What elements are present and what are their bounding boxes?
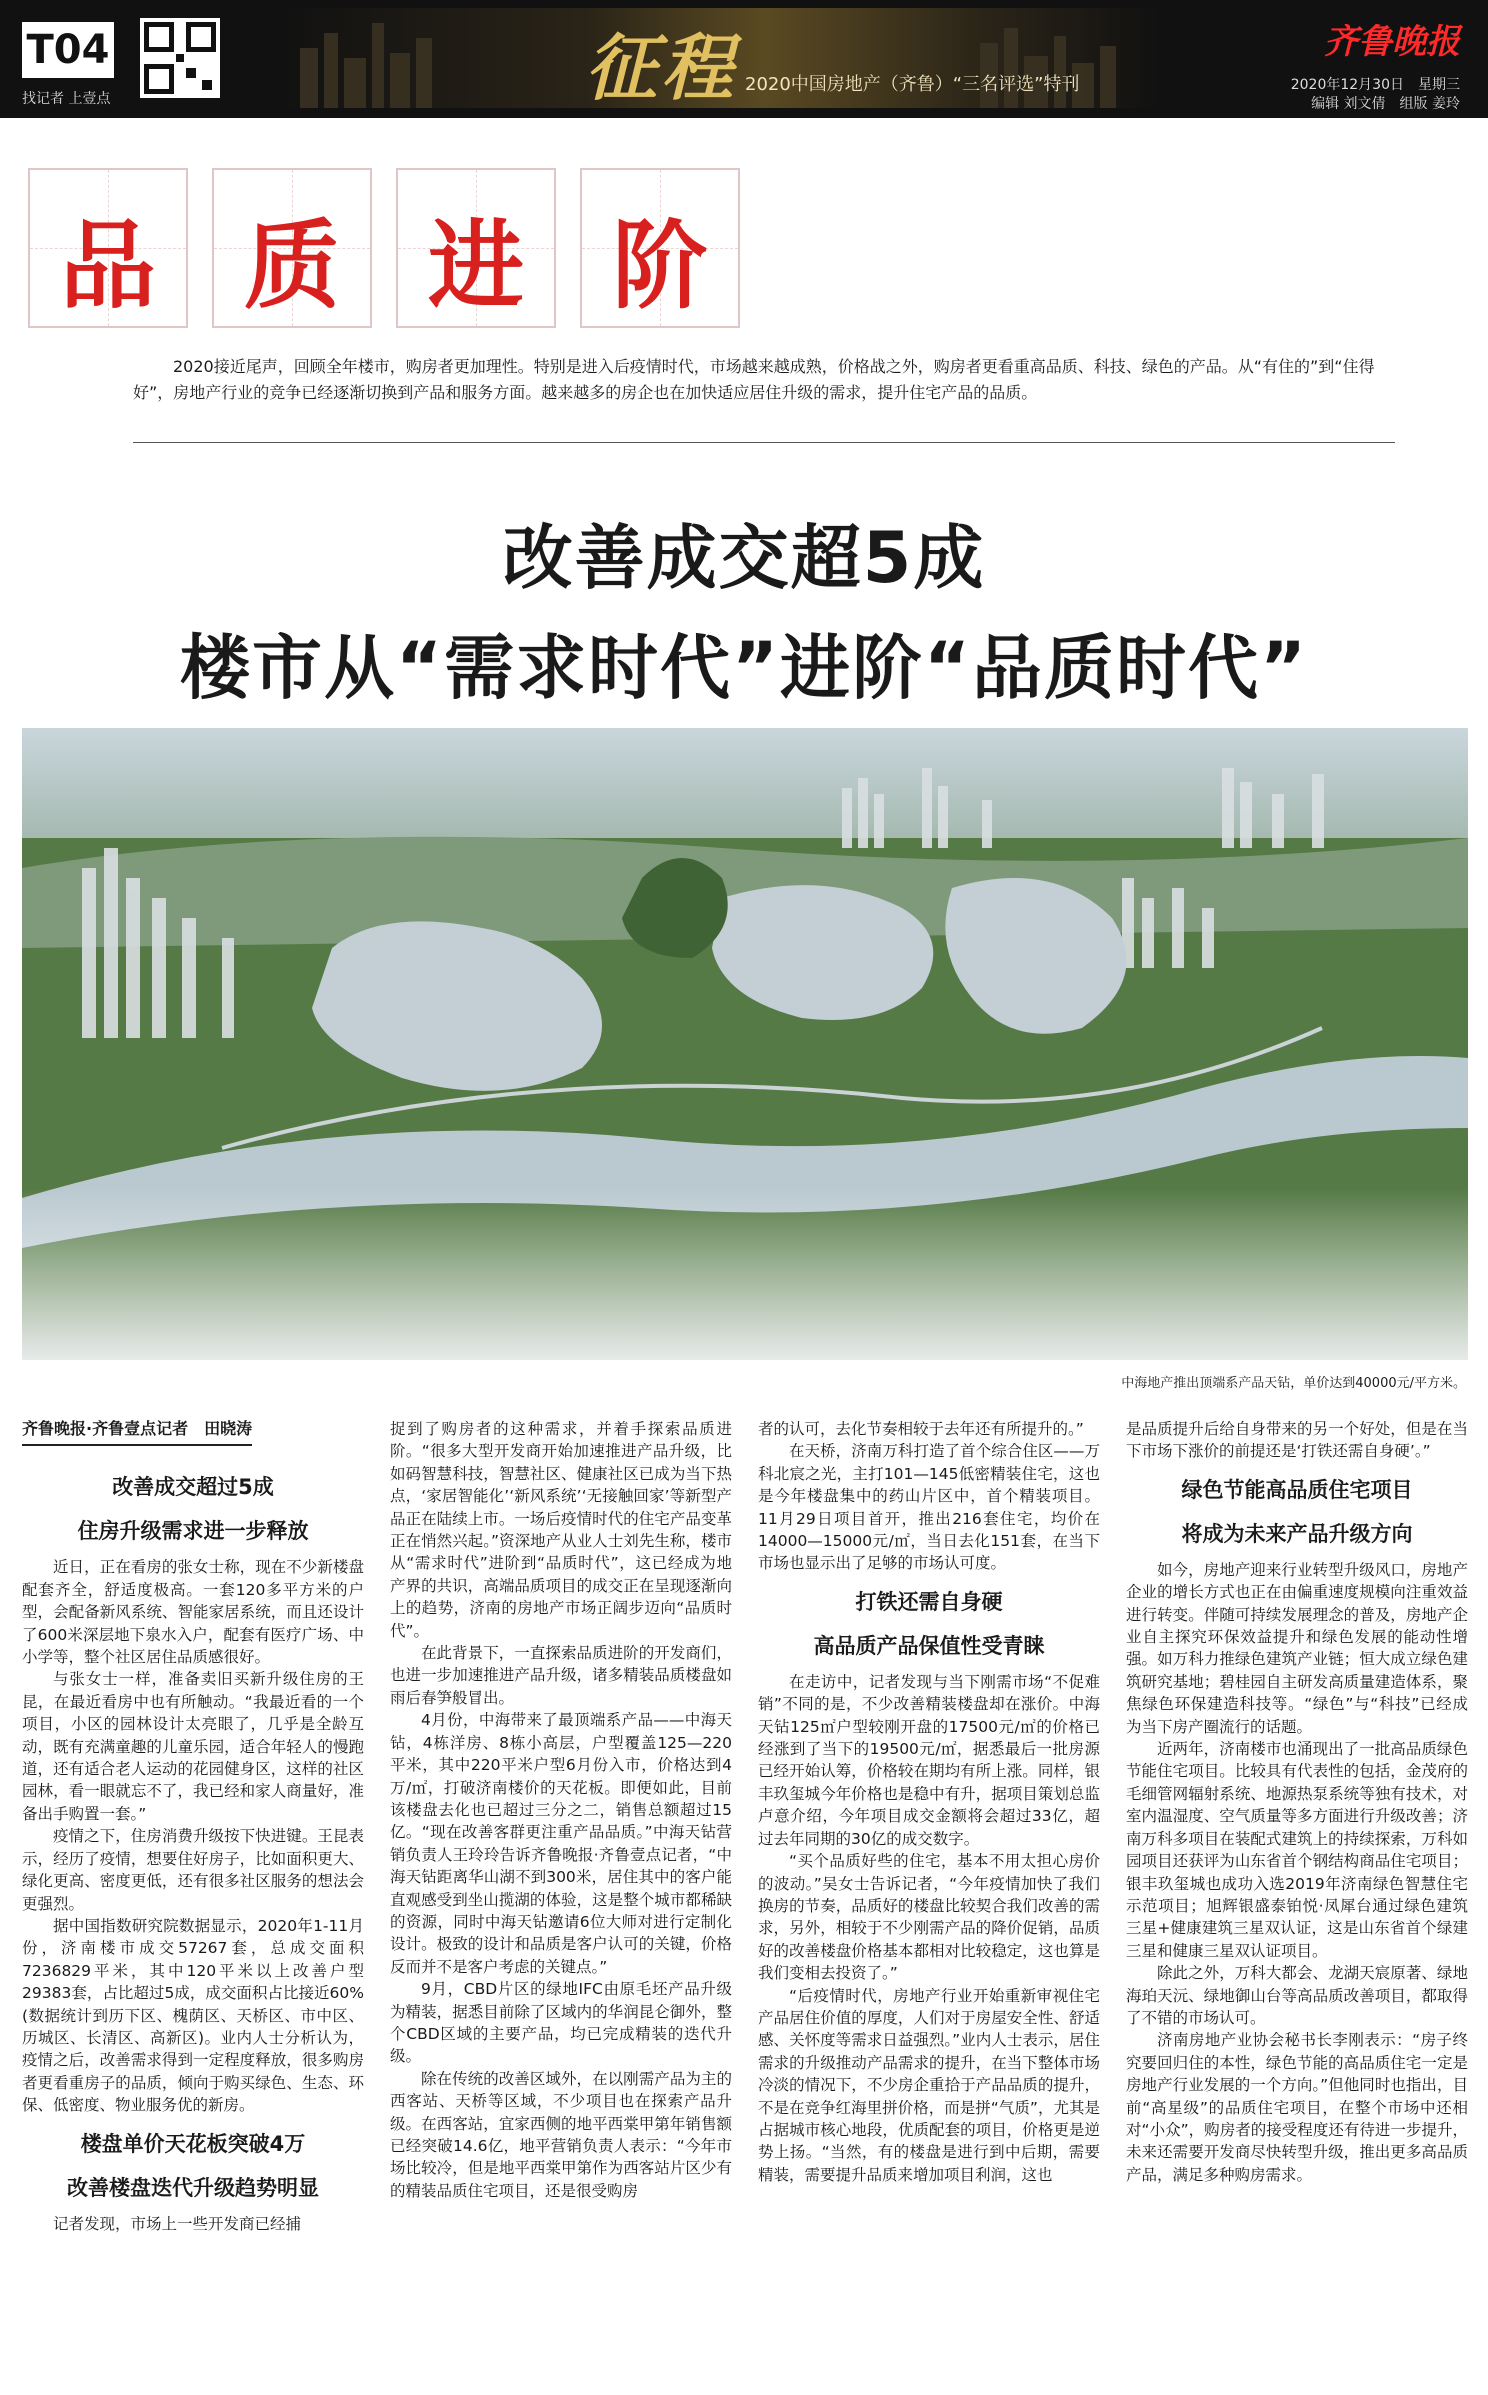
masthead-byline: 找记者 上壹点: [22, 91, 111, 107]
masthead: [0, 0, 1488, 118]
article-column-1: [22, 1418, 364, 2378]
section-char-box: [580, 168, 740, 328]
photo-caption: 中海地产推出顶端系产品天钻，单价达到40000元/平方米。: [1121, 1376, 1466, 1391]
paragraph: 除在传统的改善区域外，在以刚需产品为主的西客站、天桥等区域，不少项目也在探索产品升级。在西客站，宜家西侧的地平西棠甲第年销售额已经突破14.6亿，地平营销负责人表示：“今年市场比较冷，但是地平西棠甲第作为西客站片区少有的精装品质住宅项目，还是很受购房: [390, 2069, 732, 2200]
aerial-rendering-photo: [22, 728, 1468, 1360]
subheading: 楼盘单价天花板突破4万: [80, 2131, 306, 2156]
page-number: T04: [22, 22, 114, 78]
paragraph: 近两年，济南楼市也涌现出了一批高品质绿色节能住宅项目。比较具有代表性的包括，金茂府的毛细管网辐射系统、地源热泵系统等独有技术，对室内温湿度、空气质量等多方面进行升级改善；济南万科多项目在装配式建筑上的持续探索，万科如园项目还获评为山东省首个钢结构商品住宅项目；银丰玖玺城也成功入选2019年济南绿色智慧住宅示范项目；旭辉银盛泰铂悦·凤犀台通过绿色建筑三星+健康建筑三星双认证，这是山东省首个绿建三星和健康三星双认证项目。: [1126, 1740, 1468, 1960]
paragraph: 9月，CBD片区的绿地IFC由原毛坯产品升级为精装，据悉目前除了区域内的华润昆仑御外，整个CBD区域的主要产品，均已完成精装的迭代升级。: [390, 1980, 732, 2066]
section-title: [28, 168, 740, 328]
subheading: 高品质产品保值性受青睐: [813, 1633, 1045, 1658]
paragraph: 捉到了购房者的这种需求，并着手探索品质进阶。“很多大型开发商开始加速推进产品升级，比如码智慧科技，智慧社区、健康社区已成为当下热点，‘家居智能化’‘新风系统’‘无接触回家’等新型产品正在陆续上市。一场后疫情时代的住宅产品变革正在悄然兴起。”资深地产从业人士刘先生称，楼市从“需求时代”进阶到“品质时代”，这已经成为地产界的共识，高端品质项目的成交正在呈现逐渐向上的趋势，济南的房地产市场正阔步迈向“品质时代”。: [390, 1420, 732, 1640]
section-char: 品: [60, 209, 156, 322]
paragraph: 除此之外，万科大都会、龙湖天宸原著、绿地海珀天沅、绿地御山台等高品质改善项目，都取得了不错的市场认可。: [1126, 1964, 1468, 2027]
qr-code-icon: [140, 18, 220, 98]
paragraph: 在天桥，济南万科打造了首个综合住区——万科北宸之光，主打101—145低密精装住宅，这也是今年楼盘集中的药山片区中，首个精装项目。11月29日项目首开，推出216套住宅，均价在14000—15000元/㎡，当日去化151套，在当下市场也显示出了足够的市场认可度。: [758, 1442, 1100, 1573]
article-column-2: [390, 1418, 732, 2378]
section-char: 质: [244, 209, 340, 322]
paragraph: 是品质提升后给自身带来的另一个好处，但是在当下市场下涨价的前提还是‘打铁还需自身硬’。”: [1126, 1420, 1468, 1461]
subheading: 绿色节能高品质住宅项目: [1181, 1477, 1413, 1502]
section-char: 阶: [612, 209, 708, 322]
special-issue-title: 2020中国房地产（齐鲁）“三名评选”特刊: [745, 74, 1080, 95]
date-line: 2020年12月30日 星期三: [1290, 77, 1460, 93]
paragraph: “后疫情时代，房地产行业开始重新审视住宅产品居住价值的厚度，人们对于房屋安全性、舒适感、关怀度等需求日益强烈。”业内人士表示，居住需求的升级推动产品需求的提升，在当下整体市场冷淡的情况下，不少房企重拾于产品品质的提升，不是在竞争红海里拼价格，而是拼“气质”，尤其是占据城市核心地段，优质配套的项目，价格更是逆势上扬。“当然，有的楼盘是进行到中后期，需要精装，需要提升品质来增加项目利润，这也: [758, 1986, 1100, 2184]
subheading: 打铁还需自身硬: [855, 1589, 1003, 1614]
paragraph: 近日，正在看房的张女士称，现在不少新楼盘配套齐全，舒适度极高。一套120多平方米的户型，会配备新风系统、智能家居系统，而且还设计了600米深层地下泉水入户，配套有医疗广场、中小学等，整个社区居住品质感很好。: [22, 1558, 364, 1667]
paragraph: 据中国指数研究院数据显示，2020年1-11月份，济南楼市成交57267套，总成交面积7236829平米，其中120平米以上改善户型29383套，占比超过5成，成交面积占比接近60%(数据统计到历下区、槐荫区、天桥区、市中区、历城区、长清区、高新区)。业内人士分析认为，疫情之后，改善需求得到一定程度释放，很多购房者更看重房子的品质，倾向于购买绿色、生态、环保、低密度、物业服务优的新房。: [22, 1916, 364, 2115]
subheading: 将成为未来产品升级方向: [1181, 1521, 1413, 1546]
paragraph: 与张女士一样，准备卖旧买新升级住房的王昆，在最近看房中也有所触动。“我最近看的一个项目，小区的园林设计太亮眼了，几乎是全龄互动，既有充满童趣的儿童乐园，适合年轻人的慢跑道，还有适合老人运动的花园健身区，这样的社区园林，看一眼就忘不了，我已经和家人商量好，准备出手购置一套。”: [22, 1670, 364, 1823]
paragraph: 者的认可，去化节奏相较于去年还有所提升的。”: [758, 1420, 1084, 1438]
paragraph: 在走访中，记者发现与当下刚需市场“不促难销”不同的是，不少改善精装楼盘却在涨价。中海天钻125㎡户型较刚开盘的17500元/㎡的价格已经涨到了当下的19500元/㎡，据悉最后一批房源已经开始认筹，价格较在期均有所上涨。同样，银丰玖玺城今年价格也是稳中有升，据项目策划总监卢意介绍，今年项目成交金额将会超过33亿，超过去年同期的30亿的成交数字。: [758, 1672, 1100, 1848]
brush-title: 征程: [585, 25, 738, 110]
article-columns: [22, 1418, 1468, 2378]
paragraph: 4月份，中海带来了最顶端系产品——中海天钻，4栋洋房、8栋小高层，户型覆盖125—220平米，其中220平米户型6月份入市，价格达到4万/㎡，打破济南楼价的天花板。即便如此，目前该楼盘去化也已超过三分之二，销售总额超过15亿。“现在改善客群更注重产品品质。”中海天钻营销负责人王玲玲告诉齐鲁晚报·齐鲁壹点记者，“中海天钻距离华山湖不到300米，居住其中的客户能直观感受到坐山揽湖的体验，这是整个城市都稀缺的资源，同时中海天钻邀请6位大师对进行定制化设计。极致的设计和品质是客户认可的关键，价格反而并不是客户考虑的关键点。”: [390, 1711, 732, 1976]
headline-line2: 楼市从“需求时代”进阶“品质时代”: [179, 627, 1309, 709]
headline-line1: 改善成交超5成: [502, 517, 986, 599]
paragraph: 疫情之下，住房消费升级按下快进键。王昆表示，经历了疫情，想要住好房子，比如面积更大、绿化更高、密度更低，还有很多社区服务的想法会更强烈。: [22, 1827, 364, 1913]
aerial-landscape-illustration: [22, 728, 1468, 1360]
paragraph: “买个品质好些的住宅，基本不用太担心房价的波动。”吴女士告诉记者，“今年疫情加快了我们换房的节奏，品质好的楼盘比较契合我们改善的需求，另外，相较于不少刚需产品的降价促销，品质好的改善楼盘价格基本都相对比较稳定，这也算是我们变相去投资了。”: [758, 1852, 1100, 1983]
subheading: 住房升级需求进一步释放: [77, 1519, 309, 1544]
divider: [133, 442, 1395, 443]
subheading: 改善楼盘迭代升级趋势明显: [67, 2175, 319, 2200]
paragraph: 在此背景下，一直探索品质进阶的开发商们，也进一步加速推进产品升级，诸多精装品质楼盘如雨后春笋般冒出。: [390, 1644, 732, 1707]
section-char-box: [28, 168, 188, 328]
paragraph: 记者发现，市场上一些开发商已经捕: [53, 2214, 302, 2233]
paragraph: 济南房地产业协会秘书长李刚表示：“房子终究要回归住的本性，绿色节能的高品质住宅一定是房地产行业发展的一个方向。”但他同时也指出，目前“高星级”的品质住宅项目，在整个市场中还相对“小众”，购房者的接受程度还有待进一步提升，未来还需要开发商尽快转型升级，推出更多高品质产品，满足多种购房需求。: [1126, 2031, 1468, 2184]
article-author: 齐鲁晚报·齐鲁壹点记者 田晓涛: [22, 1418, 252, 1446]
section-char-box: [396, 168, 556, 328]
intro-paragraph: 2020接近尾声，回顾全年楼市，购房者更加理性。特别是进入后疫情时代，市场越来越成熟，价格战之外，购房者更看重高品质、科技、绿色的产品。从“有住的”到“住得好”，房地产行业的竞争已经逐渐切换到产品和服务方面。越来越多的房企也在加快适应居住升级的需求，提升住宅产品的品质。: [133, 357, 1375, 402]
section-char: 进: [428, 209, 524, 322]
article-column-4: [1126, 1418, 1468, 2378]
editor-line: 编辑 刘文倩 组版 姜玲: [1311, 96, 1460, 112]
paragraph: 如今，房地产迎来行业转型升级风口，房地产企业的增长方式也正在由偏重速度规模向注重效益进行转变。伴随可持续发展理念的普及，房地产企业自主探究环保效益提升和绿色发展的能动性增强。如万科力推绿色建筑产业链；恒大成立绿色建筑研究基地；碧桂园自主研发高质量建造体系，聚焦绿色环保建造科技等。“绿色”与“科技”已经成为当下房产圈流行的话题。: [1126, 1560, 1468, 1736]
article-column-3: [758, 1418, 1100, 2378]
issue-date: [1291, 76, 1460, 114]
newspaper-logo: 齐鲁晚报: [1324, 22, 1460, 62]
section-char-box: [212, 168, 372, 328]
subheading: 改善成交超过5成: [112, 1475, 274, 1500]
